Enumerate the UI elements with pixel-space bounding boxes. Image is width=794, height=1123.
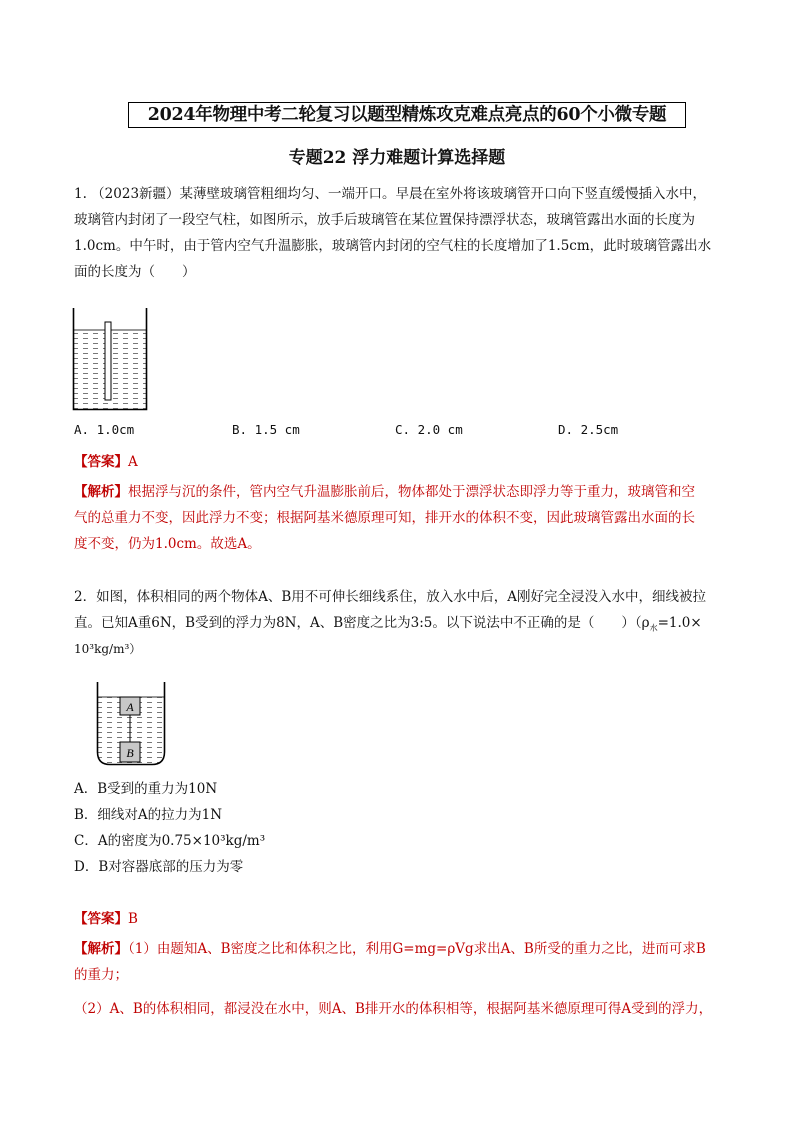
q2-option-c: C．A的密度为0.75×10³kg/m³ [74, 833, 266, 849]
question-1-line: 面的长度为（ ） [74, 264, 196, 280]
document-title: 2024年物理中考二轮复习以题型精炼攻克难点亮点的60个小微专题 [128, 102, 686, 128]
q2-answer [74, 906, 722, 932]
answer-label: 【答案】 [74, 454, 128, 470]
q1-option-c: C. 2.0 cm [395, 422, 463, 437]
answer-value: B [128, 911, 138, 927]
analysis-line: （1）由题知A、B密度之比和体积之比，利用G=mg=ρVg求出A、B所受的重力之比，进而可求B [128, 941, 706, 957]
beaker-tube-diagram [72, 306, 148, 412]
rho-subscript: 水 [649, 623, 658, 633]
q2-analysis [74, 936, 722, 1022]
block-a-label: A [126, 700, 134, 714]
answer-value: A [128, 454, 138, 470]
rho-value: =1.0× [657, 615, 702, 631]
analysis-line: （2）A、B的体积相同，都浸没在水中，则A、B排开水的体积相等，根据阿基米德原理可得A受到的浮力， [74, 1001, 713, 1017]
analysis-label: 【解析】 [74, 484, 128, 500]
q1-answer [74, 449, 722, 475]
analysis-label: 【解析】 [74, 941, 128, 957]
q1-analysis [74, 479, 722, 557]
question-2-line: 直。已知A重6N，B受到的浮力为8N，A、B密度之比为3:5。以下说法中不正确的是（ ）（ρ [74, 615, 650, 631]
q1-option-d: D. 2.5cm [558, 422, 619, 437]
q2-option-a: A．B受到的重力为10N [74, 781, 218, 797]
question-2-line: 10³kg/m³） [74, 642, 142, 656]
block-b-label: B [126, 746, 134, 760]
analysis-line: 根据浮与沉的条件，管内空气升温膨胀前后，物体都处于漂浮状态即浮力等于重力，玻璃管和空 [128, 484, 695, 500]
q1-option-a: A. 1.0cm [74, 422, 135, 437]
analysis-line: 的重力； [74, 967, 128, 983]
question-1-line: 1. （2023新疆）某薄壁玻璃管粗细均匀、一端开口。早晨在室外将该玻璃管开口向下竖直缓慢插入水中， [74, 186, 707, 202]
q2-option-b: B．细线对A的拉力为1N [74, 807, 223, 823]
blocks-container-diagram [96, 680, 166, 766]
q1-option-b: B. 1.5 cm [232, 422, 300, 437]
glass-tube [105, 322, 111, 400]
question-1-stem [74, 181, 722, 285]
analysis-line: 度不变，仍为1.0cm。故选A。 [74, 536, 261, 552]
answer-label: 【答案】 [74, 911, 128, 927]
question-2-stem [74, 584, 722, 662]
analysis-line: 气的总重力不变，因此浮力不变；根据阿基米德原理可知，排开水的体积不变，因此玻璃管露出水面的长 [74, 510, 695, 526]
question-2-line: 2．如图，体积相同的两个物体A、B用不可伸长细线系住，放入水中后，A刚好完全浸没入水中，细线被拉 [74, 589, 707, 605]
question-1-line: 玻璃管内封闭了一段空气柱，如图所示，放手后玻璃管在某位置保持漂浮状态，玻璃管露出水面的长度为 [74, 212, 695, 228]
q2-options [74, 776, 722, 880]
topic-subtitle: 专题22 浮力难题计算选择题 [288, 148, 506, 168]
q2-option-d: D．B对容器底部的压力为零 [74, 859, 244, 875]
question-1-line: 1.0cm。中午时，由于管内空气升温膨胀，玻璃管内封闭的空气柱的长度增加了1.5cm，此时玻璃管露出水 [74, 238, 712, 254]
